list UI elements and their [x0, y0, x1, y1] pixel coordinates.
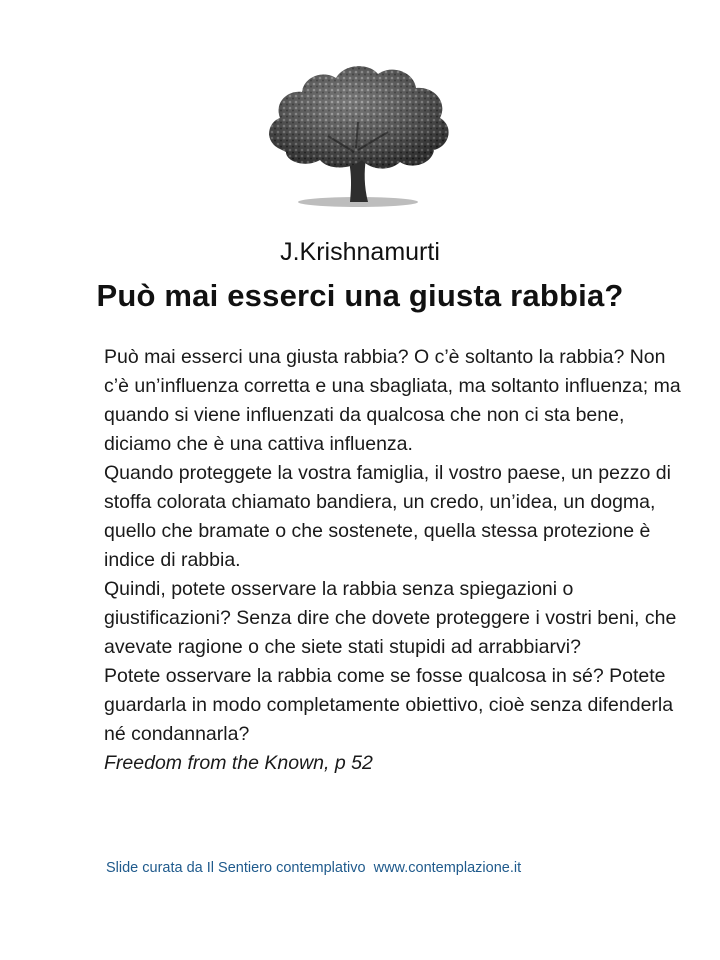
slide-title: Può mai esserci una giusta rabbia? [96, 278, 624, 313]
quote-paragraph-4: Potete osservare la rabbia come se fosse qualcosa in sé? Potete guardarla in modo completamente obiettivo, cioè senza difenderla né condannarla? [104, 665, 674, 745]
quote-paragraph-3: Quindi, potete osservare la rabbia senza spiegazioni o giustificazioni? Senza dire che dovete proteggere i vostri beni, che avevate ragione o che siete stati stupidi ad arrabbiarvi? [104, 578, 677, 658]
footer-credit-text: Slide curata da Il Sentiero contemplativo [106, 860, 366, 876]
footer-credit [106, 860, 521, 876]
author-name: J.Krishnamurti [280, 238, 440, 266]
quote-paragraph-2: Quando proteggete la vostra famiglia, il vostro paese, un pezzo di stoffa colorata chiamato bandiera, un credo, un’idea, un dogma, quello che bramate o che sostenete, quella stessa protezione è indice di rabbia. [104, 462, 671, 571]
oak-tree-icon [258, 52, 458, 212]
quote-body [104, 343, 684, 778]
book-citation: Freedom from the Known, p 52 [104, 752, 373, 774]
quote-paragraph-1: Può mai esserci una giusta rabbia? O c’è soltanto la rabbia? Non c’è un’influenza corretta e una sbagliata, ma soltanto influenza; ma quando si viene influenzati da qualcosa che non ci sta bene, diciamo che è una cattiva influenza. [104, 346, 681, 455]
footer-website-link[interactable]: www.contemplazione.it [373, 860, 522, 876]
